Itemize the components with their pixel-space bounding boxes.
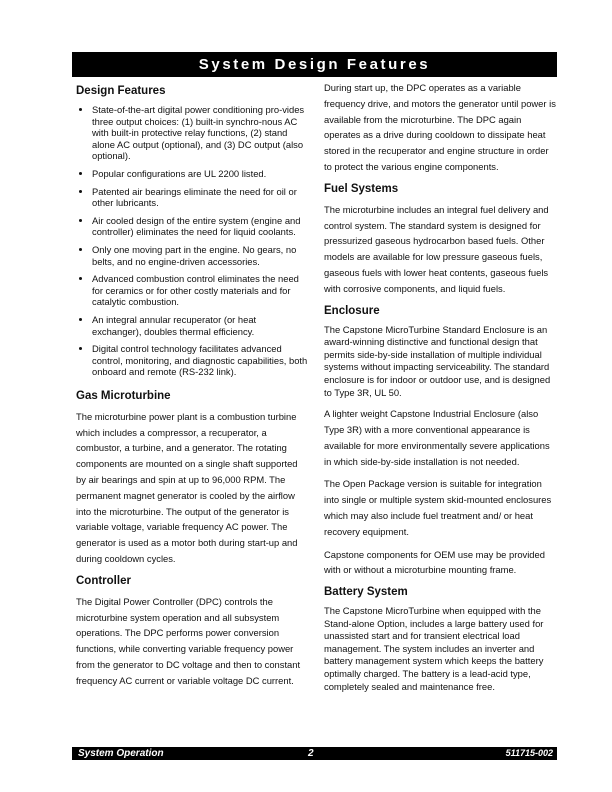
fuel-systems-heading: Fuel Systems: [324, 182, 399, 195]
list-item: • Air cooled design of the entire system (engine and controller) eliminates the need for liquid coolants.: [92, 215, 308, 238]
enclosure-paragraph-3: The Open Package version is suitable for integration into single or multiple system skid-mounted enclosures which may also include fuel treatment and/ or heat recovery equipment.: [324, 478, 552, 537]
list-item: • Digital control technology facilitates advanced control, monitoring, and diagnostic capabilities, both onboard and remote (RS-232 link).: [92, 343, 308, 378]
design-features-heading: Design Features: [76, 85, 166, 97]
gas-microturbine-heading: Gas Microturbine: [76, 389, 171, 402]
enclosure-paragraph-1: The Capstone MicroTurbine Standard Enclosure is an award-winning distinctive and functional design that permits side-by-side installation of multiple individual systems without impacting serviceability. The standard enclosure is for indoor or outdoor use, and is designed to Type 3R, UL 50.: [324, 323, 551, 398]
list-item: • An integral annular recuperator (or heat exchanger), doubles thermal efficiency.: [92, 314, 308, 337]
design-features-list: [76, 104, 308, 378]
list-item: • State-of-the-art digital power conditioning pro-vides three output choices: (1) built-in synchro-nous AC with built-in protective relay functions, (2) stand alone AC output (optional), and (3) DC output (also optional).: [92, 104, 308, 162]
footer-page-number: 2: [308, 748, 314, 759]
left-column: [76, 84, 308, 689]
section-banner: [72, 52, 557, 77]
enclosure-paragraph-4: Capstone components for OEM use may be provided with or without a microturbine mounting frame.: [324, 548, 545, 576]
controller-body: The Digital Power Controller (DPC) controls the microturbine system operation and all subsystem operations. The DPC performs power conversion functions, while converting variable frequency power from the generator to DC voltage and then to constant frequency AC current or variable voltage DC current.: [76, 595, 301, 686]
battery-system-body: The Capstone MicroTurbine when equipped with the Stand-alone Option, includes a large battery used for unassisted start and for transient electrical load management. The system includes an inverter and battery management system which keeps the battery optimally charged. The battery is a lead-acid type, completely sealed and maintenance free.: [324, 605, 544, 692]
battery-system-heading: Battery System: [324, 586, 408, 599]
list-item: • Popular configurations are UL 2200 listed.: [92, 168, 308, 180]
list-item: • Only one moving part in the engine. No gears, no belts, and no engine-driven accessories.: [92, 244, 308, 267]
right-column: [324, 84, 559, 693]
banner-title: System Design Features: [198, 56, 431, 73]
enclosure-heading: Enclosure: [324, 304, 380, 317]
footer-document-number: 511715-002: [505, 748, 553, 758]
controller-heading: Controller: [76, 574, 131, 587]
page-footer: [72, 747, 557, 760]
gas-microturbine-body: The microturbine power plant is a combustion turbine which includes a compressor, a recuperator, a combustor, a turbine, and a generator. The rotating components are mounted on a single shaft supported by air bearings and spin at up to 96,000 RPM. The permanent magnet generator is cooled by the airflow into the microturbine. The output of the generator is variable voltage, variable frequency AC power. The generator is used as a motor both during start-up and during cooldown cycles.: [76, 410, 298, 565]
dpc-intro-body: During start up, the DPC operates as a variable frequency drive, and motors the generator until power is available from the microturbine. The DPC again operates as a drive during cooldown to dissipate heat stored in the recuperator and engine structure in order to protect the various engine components.: [324, 82, 556, 172]
fuel-systems-body: The microturbine includes an integral fuel delivery and control system. The standard system is designed for pressurized gaseous hydrocarbon based fuels. Other models are available for low pressure gaseous fuels, gaseous fuels with lower heat contents, gaseous fuels with corrosive components, and liquid fuels.: [324, 203, 549, 294]
list-item: • Advanced combustion control eliminates the need for ceramics or for other costly materials and for catalytic combustion.: [92, 273, 308, 308]
enclosure-paragraph-2: A lighter weight Capstone Industrial Enclosure (also Type 3R) with a more conventional appearance is available for more environmentally severe applications in which side-by-side installation is not needed.: [324, 408, 550, 467]
list-item: • Patented air bearings eliminate the need for oil or other lubricants.: [92, 186, 308, 209]
footer-section-title: System Operation: [78, 748, 164, 759]
